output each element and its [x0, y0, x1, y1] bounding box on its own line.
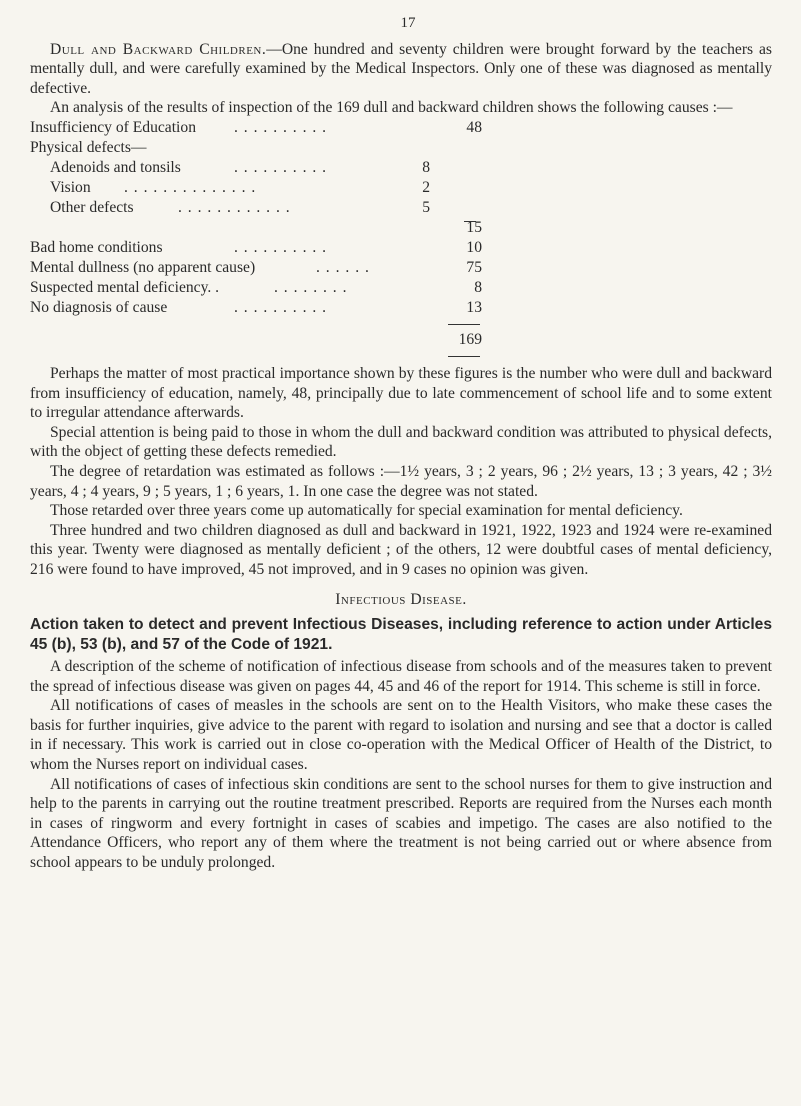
cause-label-other: Other defects	[50, 198, 134, 216]
document-page	[30, 14, 772, 873]
cause-value-adenoids: 8	[422, 158, 430, 176]
leader-dots: . . . . . . . . . . . . . .	[124, 178, 257, 196]
cause-label-mental-dullness: Mental dullness (no apparent cause)	[30, 258, 256, 276]
infectious-subheading: Action taken to detect and prevent Infectious Diseases, including reference to action under Articles 45 (b), 53 (b), and 57 of the Code of 1921.	[30, 616, 772, 654]
body-section	[30, 364, 772, 873]
cause-label-adenoids: Adenoids and tonsils	[50, 158, 181, 176]
leader-dots: . . . . . . . . . .	[234, 118, 328, 136]
infectious-paragraph: All notifications of cases of measles in the schools are sent on to the Health Visitors, who make these cases the basis for further inquiries, give advice to the parent with regard to isolation and nursing and see that a doctor is called in if necessary. This work is carried out in close co-operation with the Medical Officer of Health of the District, to whom the Nurses report on individual cases.	[30, 697, 772, 774]
cause-group-physical: Physical defects—	[30, 138, 147, 156]
body-paragraph: Those retarded over three years come up automatically for special examination for mental deficiency.	[50, 502, 683, 520]
body-paragraph: Special attention is being paid to those in whom the dull and backward condition was attributed to physical defects, with the object of getting these defects remedied.	[30, 423, 772, 461]
intro-text: —One hundred and seventy children were brought forward by the teachers as mentally dull, and were carefully examined by the Medical Inspectors. Only one of these was diagnosed as mentally defective.	[30, 40, 772, 97]
cause-label-home: Bad home conditions	[30, 238, 163, 256]
total-value: 169	[458, 330, 482, 348]
cause-value-no-diagnosis: 13	[466, 298, 482, 316]
leader-dots: . . . . . . . . . .	[234, 298, 328, 316]
leader-dots: . . . . . . . . . .	[234, 158, 328, 176]
causes-table	[30, 118, 772, 410]
body-paragraph: The degree of retardation was estimated as follows :—1½ years, 3 ; 2 years, 96 ; 2½ years, 13 ; 3 years, 42 ; 3½ years, 4 ; 4 years, 9 ; 5 years, 1 ; 6 years, 1. In one case the degree was not stated.	[30, 462, 772, 500]
cause-value-home: 10	[466, 238, 482, 256]
physical-subtotal: 15	[466, 218, 482, 236]
cause-label-insufficiency: Insufficiency of Education	[30, 118, 196, 136]
cause-label-no-diagnosis: No diagnosis of cause	[30, 298, 168, 316]
leader-dots: . . . . . . . .	[274, 278, 348, 296]
cause-value-other: 5	[422, 198, 430, 216]
body-paragraph: Perhaps the matter of most practical importance shown by these figures is the number who were dull and backward from insufficiency of education, namely, 48, principally due to late commencement of school life and to some extent to irregular attendance afterwards.	[30, 364, 772, 422]
infectious-paragraph: A description of the scheme of notification of infectious disease from schools and of the measures taken to prevent the spread of infectious disease was given on pages 44, 45 and 46 of the report for 1914. This scheme is still in force.	[30, 658, 772, 695]
analysis-paragraph: An analysis of the results of inspection of the 169 dull and backward children shows the following causes :—	[50, 99, 733, 117]
leader-dots: . . . . . . . . . .	[234, 238, 328, 256]
cause-value-insufficiency: 48	[466, 118, 482, 136]
leader-dots: . . . . . .	[316, 258, 370, 276]
page-number: 17	[400, 15, 416, 31]
body-paragraph: Three hundred and two children diagnosed as dull and backward in 1921, 1922, 1923 and 1924 were re-examined this year. Twenty were diagnosed as mentally deficient ; of the others, 12 were doubtful cases of mental deficiency, 216 were found to have improved, 45 not improved, and in 9 cases no opinion was given.	[30, 521, 772, 578]
cause-value-mental-dullness: 75	[466, 258, 482, 276]
leader-dots: . . . . . . . . . . . .	[178, 198, 291, 216]
infectious-paragraph: All notifications of cases of infectious skin conditions are sent to the school nurses for them to give instruction and help to the parents in carrying out the routine treatment prescribed. Reports are required from the Nurses each month in cases of ringworm and every fortnight in cases of scabies and impetigo. The cases are also notified to the Attendance Officers, who report any of them where the treatment is not being carried out or where absence from school appears to be unduly prolonged.	[30, 775, 772, 872]
cause-value-suspected: 8	[474, 278, 482, 296]
total-rule-top	[448, 324, 480, 325]
cause-label-suspected: Suspected mental deficiency. .	[30, 278, 220, 296]
total-rule-bottom	[448, 356, 480, 357]
cause-label-vision: Vision	[50, 178, 91, 196]
cause-value-vision: 2	[422, 178, 430, 196]
intro-paragraph	[30, 40, 772, 99]
section-heading-infectious: Infectious Disease.	[335, 590, 467, 608]
section-heading-dull-backward: Dull and Backward Children.	[50, 40, 267, 58]
